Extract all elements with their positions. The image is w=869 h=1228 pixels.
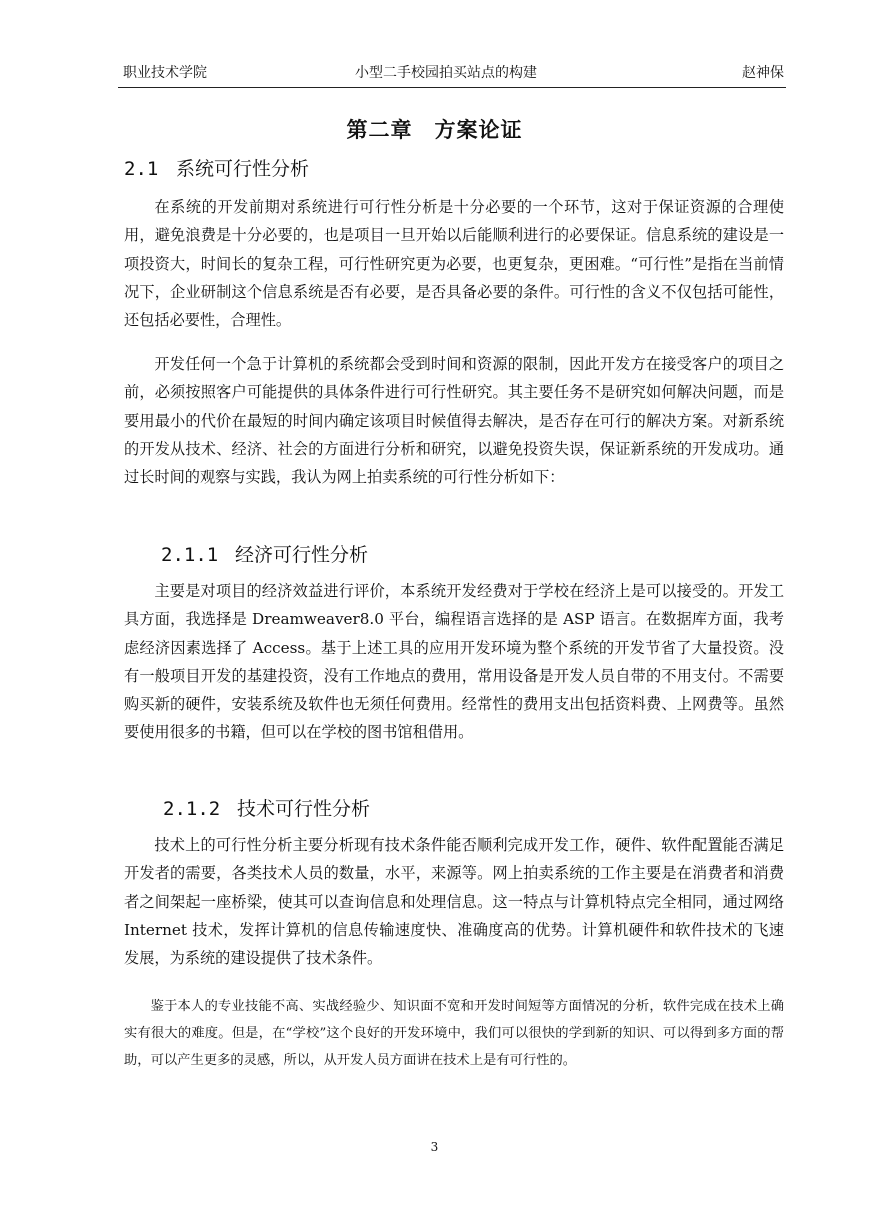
- section-heading-2-1: [124, 154, 309, 181]
- section-heading-2-1-2: [163, 794, 370, 821]
- paragraph: 主要是对项目的经济效益进行评价，本系统开发经费对于学校在经济上是可以接受的。开发工具方面，我选择是 Dreamweaver8.0 平台，编程语言选择的是 ASP 语言。在数据库方面，我考虑经济因素选择了 Access。基于上述工具的应用开发环境为整个系统的开发节省了大量投资。没有一般项目开发的基建投资，没有工作地点的费用，常用设备是开发人员自带的不用支付。不需要购买新的硬件，安装系统及软件也无须任何费用。经常性的费用支出包括资料费、上网费等。虽然要使用很多的书籍，但可以在学校的图书馆租借用。: [124, 582, 784, 742]
- paragraph: 开发任何一个急于计算机的系统都会受到时间和资源的限制，因此开发方在接受客户的项目之前，必须按照客户可能提供的具体条件进行可行性研究。其主要任务不是研究如何解决问题，而是要用最小的代价在最短的时间内确定该项目时候值得去解决，是否存在可行的解决方案。对新系统的开发从技术、经济、社会的方面进行分析和研究，以避免投资失误，保证新系统的开发成功。通过长时间的观察与实践，我认为网上拍卖系统的可行性分析如下：: [124, 355, 784, 487]
- header-school: 职业技术学院: [123, 65, 207, 81]
- page-header: [123, 62, 784, 84]
- section-number: 2.1.1: [161, 544, 219, 566]
- section-title: 系统可行性分析: [176, 158, 310, 180]
- paragraph: 技术上的可行性分析主要分析现有技术条件能否顺利完成开发工作，硬件、软件配置能否满足开发者的需要，各类技术人员的数量，水平，来源等。网上拍卖系统的工作主要是在消费者和消费者之间架起一座桥梁，使其可以查询信息和处理信息。这一特点与计算机特点完全相同，通过网络 Internet 技术，发挥计算机的信息传输速度快、准确度高的优势。计算机硬件和软件技术的飞速发展，为系统的建设提供了技术条件。: [124, 836, 784, 968]
- paragraph: 在系统的开发前期对系统进行可行性分析是十分必要的一个环节，这对于保证资源的合理使用，避免浪费是十分必要的，也是项目一旦开始以后能顺利进行的必要保证。信息系统的建设是一项投资大，时间长的复杂工程，可行性研究更为必要，也更复杂，更困难。“可行性”是指在当前情况下，企业研制这个信息系统是否有必要，是否具备必要的条件。可行性的含义不仅包括可能性，还包括必要性，合理性。: [124, 198, 784, 330]
- page-number: 3: [430, 1140, 439, 1154]
- section-number: 2.1.2: [163, 798, 221, 820]
- section-heading-2-1-1: [161, 540, 368, 567]
- section-number: 2.1: [124, 158, 159, 180]
- paragraph-small: 鉴于本人的专业技能不高、实战经验少、知识面不宽和开发时间短等方面情况的分析，软件完成在技术上确实有很大的难度。但是，在“学校”这个良好的开发环境中，我们可以很快的学到新的知识、可以得到多方面的帮助，可以产生更多的灵感，所以，从开发人员方面讲在技术上是有可行性的。: [124, 999, 784, 1068]
- section-title: 技术可行性分析: [237, 798, 371, 820]
- header-rule: [118, 87, 786, 88]
- header-author: 赵神保: [742, 65, 784, 81]
- section-title: 经济可行性分析: [235, 544, 369, 566]
- chapter-title: 第二章 方案论证: [346, 117, 523, 142]
- header-title: 小型二手校园拍买站点的构建: [355, 65, 537, 81]
